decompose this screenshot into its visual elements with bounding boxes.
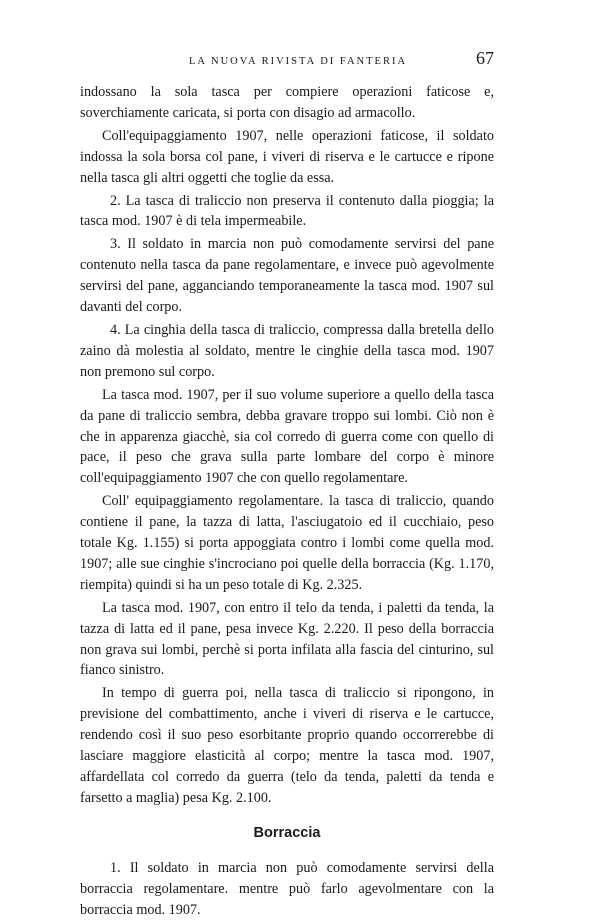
paragraph: 2. La tasca di traliccio non preserva il contenuto dalla pioggia; la tasca mod. 1907 è di tela impermeabile. [80,192,494,230]
paragraph: 4. La cinghia della tasca di traliccio, compressa dalla bretella dello zaino dà molestia al soldato, mentre le cinghie della tasca mod. 1907 non premono sul corpo. [80,321,494,380]
paragraph: Coll' equipaggiamento regolamentare. la tasca di traliccio, quando contiene il pane, la tazza di latta, l'asciugatoio ed il cucchiaio, peso totale Kg. 1.155) si porta appoggiata contro i lombi come quella mod. 1907; alle sue cinghie s'incrociano poi quelle della borraccia (Kg. 1.170, riempita) quindi si ha un peso totale di Kg. 2.325. [80,493,494,593]
paragraph: Coll'equipaggiamento 1907, nelle operazioni faticose, il soldato indossa la sola borsa col pane, i viveri di riserva e le cartucce e ripone nella tasca gli altri oggetti che toglie da essa. [80,127,494,186]
paragraph: 3. Il soldato in marcia non può comodamente servirsi del pane contenuto nella tasca da pane regolamentare, e invece può agevolmente servirsi del pane, agganciando temporaneamente la tasca mod. 1907 sul davanti del corpo. [80,236,494,316]
paragraph: indossano la sola tasca per compiere operazioni faticose e, soverchiamente caricata, si porta con disagio ad armacollo. [80,84,494,121]
paragraph: 1. Il soldato in marcia non può comodamente servirsi della borraccia regolamentare. mentre può farlo agevolmentare con la borraccia mod. 1907. [80,859,494,918]
running-head [80,48,494,69]
body-text [80,82,494,922]
section-heading: Borraccia [253,824,321,841]
paragraph: In tempo di guerra poi, nella tasca di traliccio si ripongono, in previsione del combattimento, anche i viveri di riserva e le cartucce, rendendo così il suo peso esorbitante proprio quando occorrerebbe di lasciare maggiore elasticità al corpo; mentre la tasca mod. 1907, affardellata col corredo da guerra (telo da tenda, paletti da tenda e farsetto a maglia) pesa Kg. 2.100. [80,685,494,806]
running-title: LA NUOVA RIVISTA DI FANTERIA [188,56,408,67]
page-number: 67 [476,48,494,68]
paragraph: La tasca mod. 1907, con entro il telo da tenda, i paletti da tenda, la tazza di latta ed il pane, pesa invece Kg. 2.220. Il peso della borraccia non grava sui lombi, perchè si porta infilata alla fascia del cinturino, sul fianco sinistro. [80,599,494,679]
paragraph: La tasca mod. 1907, per il suo volume superiore a quello della tasca da pane di traliccio sembra, debba gravare troppo sui lombi. Ciò non è che in apparenza giacchè, sia col corredo di guerra come con quello di pace, il peso che grava sulla parte lombare del corpo è minore coll'equipaggiamento 1907 che con quello regolamentare. [80,386,494,487]
